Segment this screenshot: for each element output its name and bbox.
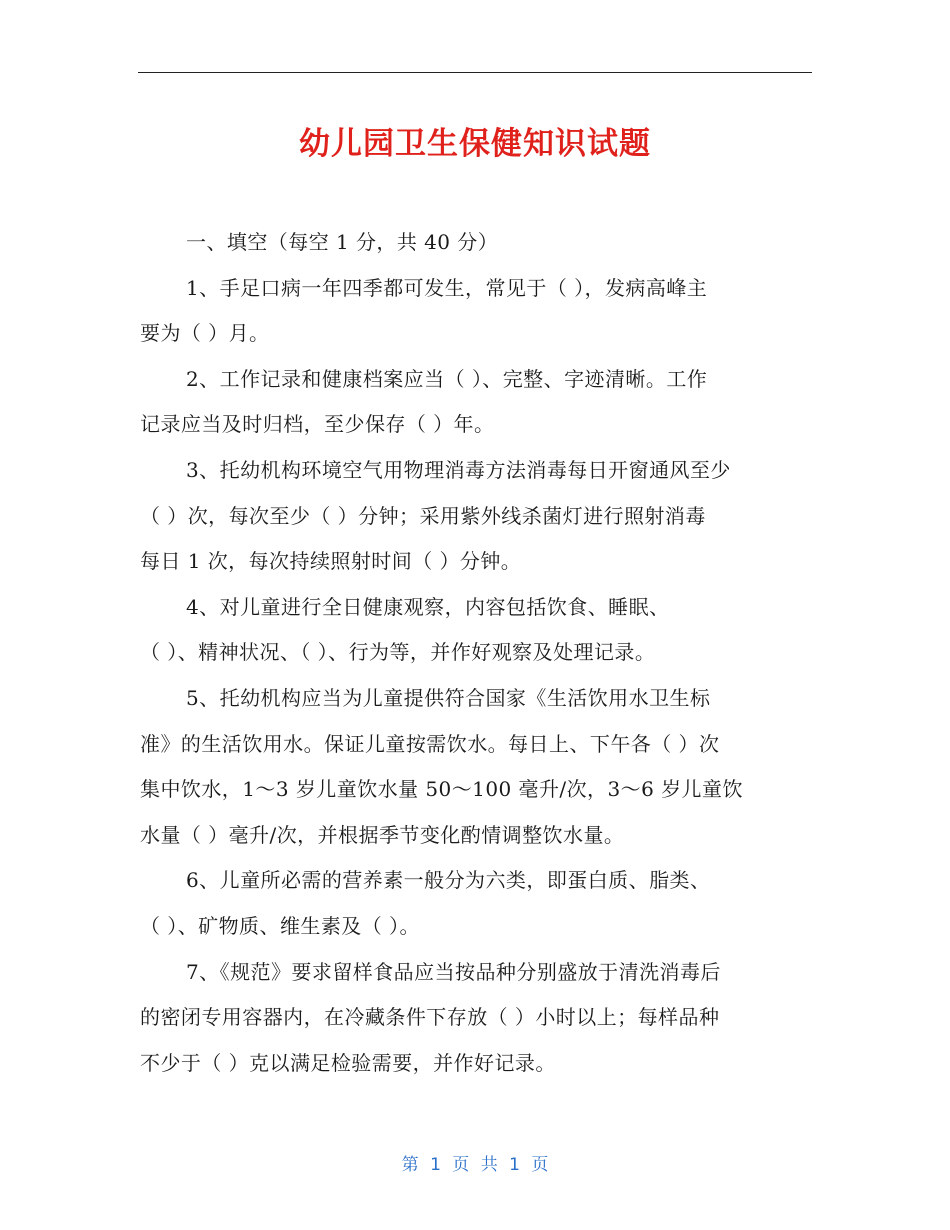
question-2-line-2: 记录应当及时归档，至少保存（ ）年。: [140, 412, 495, 437]
section-heading: 一、填空（每空 1 分，共 40 分）: [186, 230, 499, 254]
question-2-line-1: 2、工作记录和健康档案应当（ ）、完整、字迹清晰。工作: [186, 366, 708, 391]
document-body: [140, 220, 810, 1086]
question-5-line-2: 准》的生活饮用水。保证儿童按需饮水。每日上、下午各（ ）次: [140, 731, 720, 756]
document-title: 幼儿园卫生保健知识试题: [299, 126, 651, 162]
question-7-line-1: 7、《规范》要求留样食品应当按品种分别盛放于清洗消毒后: [186, 959, 721, 984]
question-3-line-2: （ ）次，每次至少（ ）分钟；采用紫外线杀菌灯进行照射消毒: [140, 503, 706, 528]
question-4-line-2: （ ）、精神状况、（ ）、行为等，并作好观察及处理记录。: [140, 640, 656, 665]
question-7-line-3: 不少于（ ）克以满足检验需要，并作好记录。: [140, 1050, 556, 1075]
question-1-line-2: 要为（ ）月。: [140, 321, 270, 346]
question-4-line-1: 4、对儿童进行全日健康观察，内容包括饮食、睡眠、: [186, 594, 670, 619]
question-6-line-1: 6、儿童所必需的营养素一般分为六类，即蛋白质、脂类、: [186, 868, 711, 893]
question-1-line-1: 1、手足口病一年四季都可发生，常见于（ ），发病高峰主: [186, 275, 708, 300]
header-rule: [138, 72, 812, 73]
question-6-line-2: （ ）、矿物质、维生素及（ ）。: [140, 913, 420, 938]
page-footer: 第 1 页 共 1 页: [401, 1155, 549, 1175]
question-3-line-3: 每日 1 次，每次持续照射时间（ ）分钟。: [140, 549, 522, 574]
question-5-line-3: 集中饮水，1～3 岁儿童饮水量 50～100 毫升/次，3～6 岁儿童饮: [140, 777, 743, 802]
question-5-line-4: 水量（ ）毫升/次，并根据季节变化酌情调整饮水量。: [140, 822, 625, 847]
question-7-line-2: 的密闭专用容器内，在冷藏条件下存放（ ）小时以上；每样品种: [140, 1005, 720, 1030]
question-5-line-1: 5、托幼机构应当为儿童提供符合国家《生活饮用水卫生标: [186, 685, 711, 710]
question-3-line-1: 3、托幼机构环境空气用物理消毒方法消毒每日开窗通风至少: [186, 457, 731, 482]
